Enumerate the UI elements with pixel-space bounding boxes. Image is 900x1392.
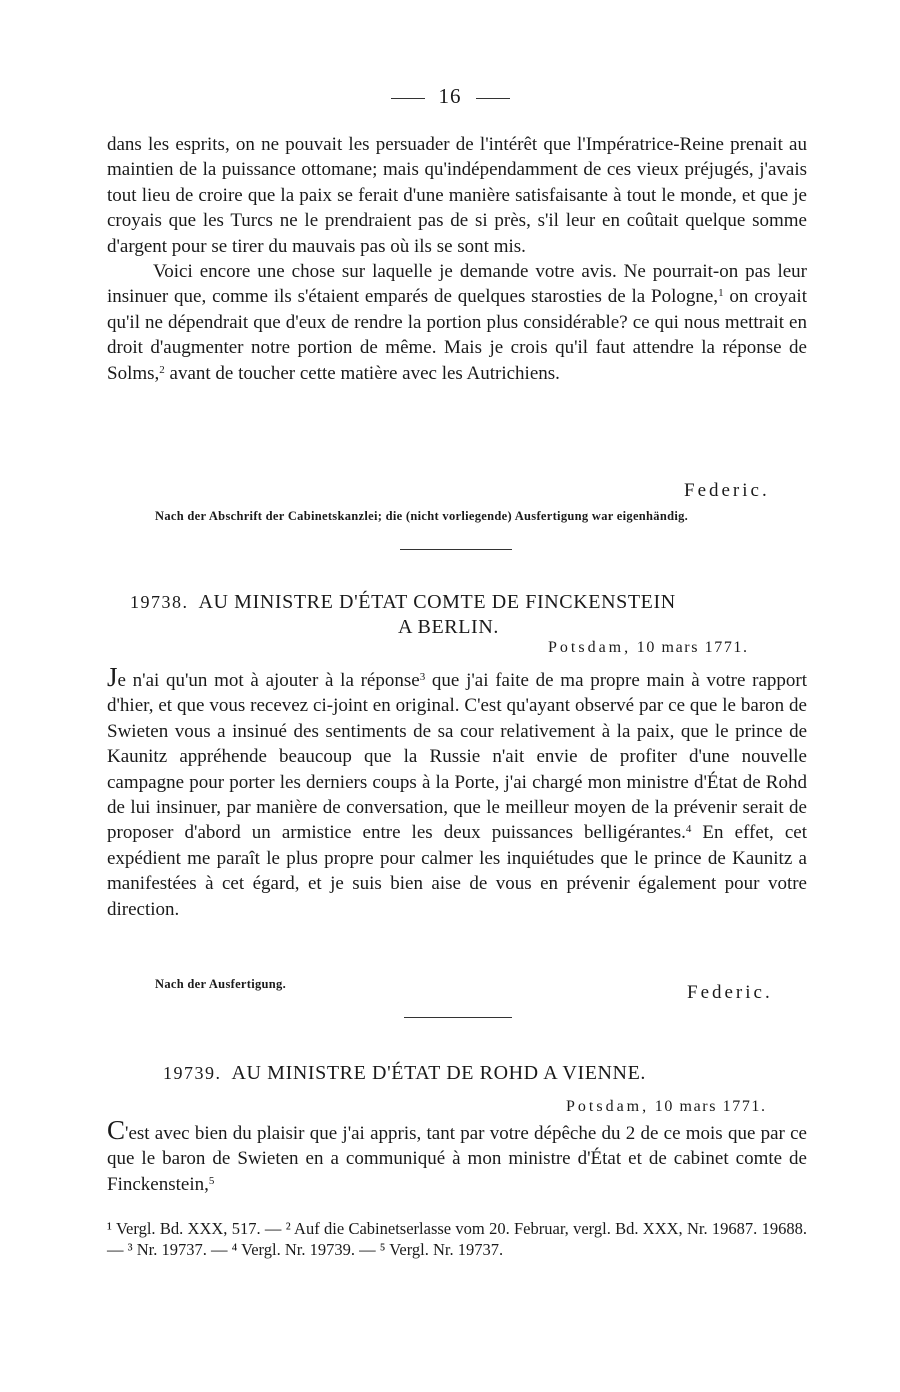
footnote-text: ¹ Vergl. Bd. XXX, 517. — ² Auf die Cabinetserlasse vom 20. Februar, vergl. Bd. XXX, Nr. 19687. 19688. — ³ Nr. 19737. — ⁴ Vergl. Nr. 19739. — ⁵ Vergl. Nr. 19737. — [107, 1219, 807, 1259]
signature: Federic. — [684, 480, 770, 501]
letter-title: AU MINISTRE D'ÉTAT COMTE DE FINCKENSTEIN — [198, 591, 676, 613]
source-note: Nach der Abschrift der Cabinetskanzlei; die (nicht vorliegende) Ausfertigung war eigenhändig. — [155, 509, 689, 523]
footnote-ref[interactable]: 3 — [419, 671, 426, 683]
folio-dash-right — [476, 98, 510, 99]
dateline: Potsdam, 10 mars 1771. — [566, 1098, 767, 1115]
footnotes — [107, 1218, 807, 1260]
paragraph: dans les esprits, on ne pouvait les persuader de l'intérêt que l'Impératrice-Reine prenait au maintien de la puissance ottomane; mais qu'indépendamment de ces vieux préjugés, j'avais tout lieu de croire que la paix se ferait d'une manière satisfaisante à tout le monde, et que je croyais que les Turcs ne le prendraient pas de si près, s'il leur en coûtait quelque somme d'argent pour se tirer du mauvais pas où ils se sont mis. — [107, 134, 807, 257]
continued-letter — [107, 132, 807, 386]
letter-heading — [163, 1062, 646, 1085]
signature: Federic. — [687, 982, 773, 1003]
footnote-ref[interactable]: 5 — [208, 1174, 215, 1187]
letter-body — [107, 662, 807, 922]
initial-letter: J — [107, 662, 118, 692]
letter-title: AU MINISTRE D'ÉTAT DE ROHD A VIENNE. — [231, 1062, 647, 1084]
letter-heading — [130, 591, 676, 614]
paragraph: Voici encore une chose sur laquelle je demande votre avis. Ne pourrait-on pas leur insinuer que, comme ils s'étaient emparés de quelques starosties de la Pologne,$^1$ on croyait qu'il ne dépendrait que d'eux de rendre la portion plus considérable? ce qui nous mettrait en droit d'augmenter notre portion de même. Mais je crois qu'il faut attendre la réponse de Solms,$^2$ avant de toucher cette matière avec les Autrichiens. — [107, 261, 807, 384]
dateline: Potsdam, 10 mars 1771. — [548, 639, 749, 656]
paragraph: C'est avec bien du plaisir que j'ai appris, tant par votre dépêche du 2 de ce mois que par ce que le baron de Swieten en a communiqué à mon ministre d'État et de cabinet comte de Finckenstein,$^5$ — [107, 1115, 807, 1195]
letter-number: 19738. — [130, 592, 189, 612]
letter-number: 19739. — [163, 1063, 222, 1083]
page-number: 16 — [0, 84, 900, 109]
folio-dash-left — [391, 98, 425, 99]
footnote-ref[interactable]: 1 — [718, 287, 724, 300]
section-divider — [400, 549, 512, 550]
footnote-ref[interactable]: 4 — [685, 823, 692, 836]
initial-letter: C — [107, 1115, 126, 1145]
letter-body — [107, 1115, 807, 1197]
section-divider — [404, 1017, 512, 1018]
letter-title-line2: A BERLIN. — [398, 616, 499, 638]
paragraph: Je n'ai qu'un mot à ajouter à la réponse$^3$ que j'ai faite de ma propre main à votre rapport d'hier, et que vous recevez ci-joint en original. C'est qu'ayant observé par ce que le baron de Swieten vous a insinué des sentiments de sa cour relativement à la paix, que le prince de Kaunitz appréhende beaucoup que la Russie n'ait envie de profiter d'une nouvelle campagne pour porter les derniers coups à la Porte, j'ai chargé mon ministre d'État de Rohd de lui insinuer, par manière de conversation, que le meilleur moyen de la prévenir serait de proposer d'abord un armistice entre les deux puissances belligérantes.$^4$ En effet, cet expédient me paraît le plus propre pour calmer les inquiétudes que le prince de Kaunitz a manifestées à cet égard, et je suis bien aise de vous en prévenir également pour votre direction. — [107, 662, 807, 920]
source-note: Nach der Ausfertigung. — [155, 977, 287, 991]
footnote-ref[interactable]: 2 — [159, 363, 165, 376]
